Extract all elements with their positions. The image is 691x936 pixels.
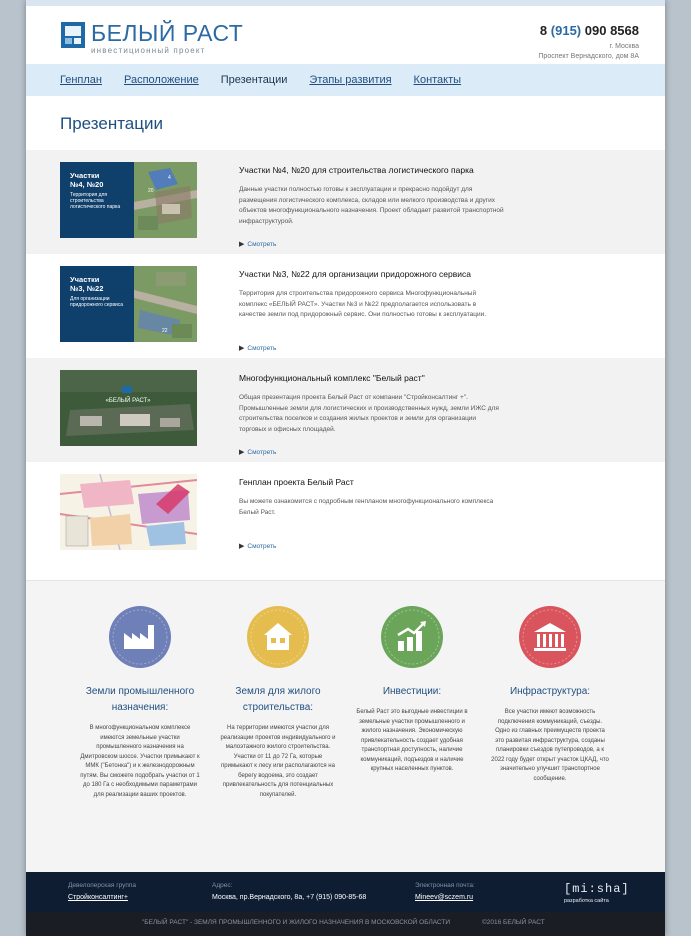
presentation-list xyxy=(26,150,665,558)
city: г. Москва xyxy=(609,43,639,50)
presentation-thumbnail[interactable] xyxy=(60,474,197,550)
play-icon: ▶ xyxy=(239,543,245,550)
thumb-title: Участки №4, №20 xyxy=(70,171,104,189)
feature-title: Земля для жилого строительства: xyxy=(235,686,321,713)
chart-icon xyxy=(380,605,444,669)
view-link[interactable]: ▶ Смотреть xyxy=(239,241,277,248)
street: Проспект Вернадского, дом 8А xyxy=(538,53,639,60)
nav-genplan[interactable]: Генплан xyxy=(60,74,102,86)
footer-address: Адрес: Москва, пр.Вернадского, 8а, +7 (915) 090-85-68 xyxy=(212,882,367,901)
thumb-subtitle: Для организации придорожного сервиса xyxy=(70,296,124,308)
logo[interactable] xyxy=(61,22,243,55)
presentation-description: Данные участки полностью готовы к эксплуатации и прекрасно подойдут для размещения логистического комплекса, складов или мелкого производства и других объектов многофункционального назначения. Проект обладает развитой транспортной инфраструктурой. xyxy=(239,186,504,225)
view-link[interactable]: ▶ Смотреть xyxy=(239,543,277,550)
presentation-item xyxy=(26,358,665,462)
factory-icon xyxy=(108,605,172,669)
footer-group: Девелоперская группа Стройконсалтинг+ xyxy=(68,882,137,901)
feature-infrastructure xyxy=(490,605,610,784)
play-icon: ▶ xyxy=(239,241,245,248)
thumb-title: Участки №3, №22 xyxy=(70,275,104,293)
presentation-title: Участки №4, №20 для строительства логистического парка xyxy=(239,165,474,175)
footer-email: Электронная почта: Mineev@sczem.ru xyxy=(415,882,475,901)
logo-subtitle: инвестиционный проект xyxy=(91,46,206,55)
phone: 8 (915) 090 8568 xyxy=(539,23,639,38)
group-link[interactable]: Стройконсалтинг+ xyxy=(68,894,128,901)
presentation-description: Территория для строительства придорожного сервиса Многофункциональный комплекс «БЕЛЫЙ РАСТ». Участки №3 и №22 предполагается использовать в качестве земли под придорожный сервис. Они полностью готовы к эксплуатации. xyxy=(239,290,487,318)
building-icon xyxy=(518,605,582,669)
map-mark: 4 xyxy=(168,175,171,181)
logo-title: БЕЛЫЙ РАСТ xyxy=(91,20,244,46)
map-mark: 20 xyxy=(148,188,154,194)
feature-title: Инфраструктура: xyxy=(509,686,591,697)
thumb-subtitle: Территория для строительства логистического парка xyxy=(70,192,121,210)
house-icon xyxy=(246,605,310,669)
feature-text: На территории имеются участки для реализации проектов индивидуального и малоэтажного жилого строительства. Участки от 11 до 72 Га, которые примыкают к лесу или располагаются на берегу водоема, это создает привлекательность для потенциальных покупателей. xyxy=(220,725,336,798)
page-title: Презентации xyxy=(60,114,163,133)
play-icon: ▶ xyxy=(239,449,245,456)
presentation-item xyxy=(26,150,665,254)
nav-contacts[interactable]: Контакты xyxy=(413,74,462,86)
header xyxy=(26,6,665,64)
presentation-title: Участки №3, №22 для организации придорожного сервиса xyxy=(239,269,471,279)
presentation-thumbnail[interactable] xyxy=(60,266,197,342)
feature-text: Все участки имеют возможность подключения коммуникаций, съезды. Одно из главных преимуществ проекта это развитая инфраструктура, созданы планировки съездов путепроводов, а к 2022 году будет открыт участок ЦКАД, что значительно улучшит транспортное сообщение. xyxy=(491,709,609,782)
main-nav xyxy=(26,64,665,96)
presentation-thumbnail[interactable] xyxy=(60,370,197,446)
feature-text: В многофункциональном комплексе имеются земельные участки промышленного назначения на Дмитровском шоссе. Участки примыкают к ММК ("Бетонка") и к железнодорожным путям. Вы сможете подобрать участки от 1 до 180 Га с необходимыми параметрами для реализации ваших проектов. xyxy=(80,725,200,798)
play-icon: ▶ xyxy=(239,345,245,352)
nav-stages[interactable]: Этапы развития xyxy=(309,74,392,86)
copyright-bar xyxy=(26,912,665,936)
feature-industrial xyxy=(80,605,200,800)
thumb-title: «БЕЛЫЙ РАСТ» xyxy=(105,398,151,404)
copyright: ©2016 БЕЛЫЙ РАСТ xyxy=(482,919,545,926)
map-mark: 22 xyxy=(162,328,168,334)
nav-location[interactable]: Расположение xyxy=(123,74,199,86)
presentation-title: Генплан проекта Белый Раст xyxy=(239,477,354,487)
footer xyxy=(26,872,665,912)
presentation-item xyxy=(26,254,665,358)
feature-text: Белый Раст это выгодные инвестиции в земельные участки промышленного и жилого назначения. Экономическую привлекательность создает удобная транспортная доступность, наличие коммуникаций, подъездов и наличие крупных населенных пунктов. xyxy=(356,709,468,772)
view-link[interactable]: ▶ Смотреть xyxy=(239,345,277,352)
presentation-item xyxy=(26,462,665,558)
presentation-title: Многофункциональный комплекс "Белый раст" xyxy=(239,373,425,383)
nav-presentations[interactable]: Презентации xyxy=(220,74,288,86)
presentation-description: Вы можете ознакомится с подробным генпланом многофункционального комплекса Белый Раст. xyxy=(239,498,494,516)
logo-icon xyxy=(61,22,85,48)
features-section xyxy=(26,580,665,873)
copyright-tagline: "БЕЛЫЙ РАСТ" - ЗЕМЛЯ ПРОМЫШЛЕННОГО И ЖИЛОГО НАЗНАЧЕНИЯ В МОСКОВСКОЙ ОБЛАСТИ xyxy=(142,919,451,926)
feature-title: Земли промышленного назначения: xyxy=(85,686,195,713)
feature-residential xyxy=(218,605,338,800)
presentation-thumbnail[interactable] xyxy=(60,162,197,238)
page xyxy=(26,0,665,936)
view-link[interactable]: ▶ Смотреть xyxy=(239,449,277,456)
feature-investment xyxy=(352,605,472,775)
feature-title: Инвестиции: xyxy=(382,686,442,697)
email-link[interactable]: Mineev@sczem.ru xyxy=(415,894,474,901)
developer-logo[interactable]: [mi:sha] разработка сайта xyxy=(564,882,630,904)
address xyxy=(538,42,639,62)
presentation-description: Общая презентация проекта Белый Раст от компании "Стройконсалтинг +". Промышленные земли для логистических и производственных нужд, земли ИЖС для строительства поселков и создания жилых проектов и земли для организации торговых и офисных площадей. xyxy=(239,394,499,433)
